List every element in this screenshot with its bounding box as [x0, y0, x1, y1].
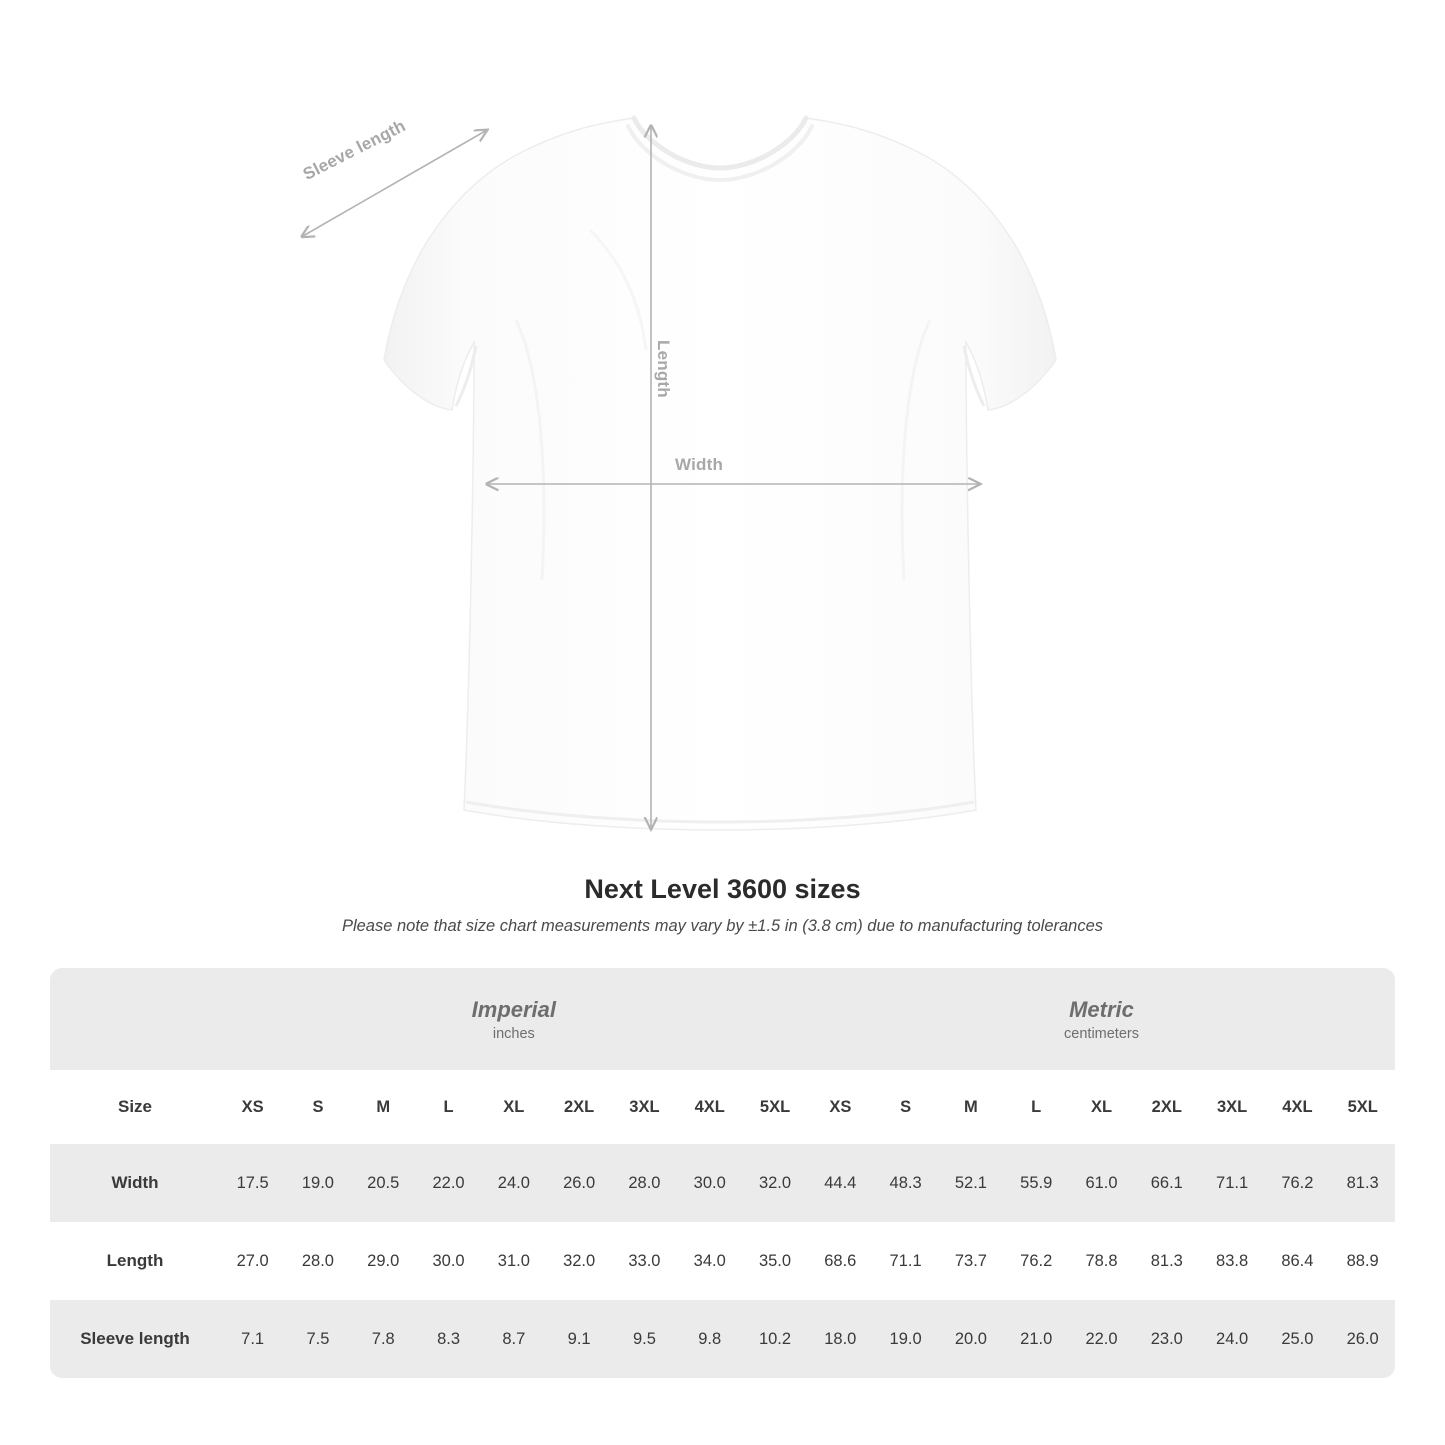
cell-sleeve-metric-xl: 22.0 — [1085, 1329, 1118, 1348]
unit-group-imperial-name: Imperial — [471, 996, 557, 1022]
table-row — [50, 1222, 1395, 1300]
cell-width-imperial-xs: 17.5 — [236, 1173, 269, 1192]
cell-length-imperial-4xl: 34.0 — [693, 1251, 726, 1270]
cell-width-imperial-l: 22.0 — [432, 1173, 465, 1192]
cell-width-metric-3xl: 71.1 — [1216, 1173, 1249, 1192]
cell-width-imperial-s: 19.0 — [301, 1173, 334, 1192]
title-block — [0, 874, 1445, 936]
cell-sleeve-metric-2xl: 23.0 — [1150, 1329, 1183, 1348]
unit-group-metric — [808, 968, 1395, 1070]
row-label-length: Length — [106, 1251, 164, 1270]
cell-length-imperial-2xl: 32.0 — [563, 1251, 596, 1270]
row-label-width: Width — [111, 1173, 159, 1192]
cell-sleeve-imperial-5xl: 10.2 — [758, 1329, 792, 1348]
cell-width-imperial-2xl: 26.0 — [563, 1173, 596, 1192]
size-table-wrapper — [50, 968, 1395, 1378]
page-title: Next Level 3600 sizes — [584, 874, 861, 904]
cell-width-metric-4xl: 76.2 — [1281, 1173, 1314, 1192]
cell-length-imperial-l: 30.0 — [432, 1251, 465, 1270]
cell-sleeve-imperial-s: 7.5 — [306, 1329, 330, 1348]
cell-sleeve-metric-m: 20.0 — [954, 1329, 987, 1348]
size-imperial-5xl: 5XL — [759, 1097, 791, 1116]
sleeve-length-label: Sleeve length — [300, 116, 409, 184]
cell-sleeve-imperial-4xl: 9.8 — [698, 1329, 722, 1348]
size-imperial-2xl: 2XL — [564, 1097, 595, 1116]
cell-sleeve-metric-5xl: 26.0 — [1346, 1329, 1379, 1348]
cell-length-metric-2xl: 81.3 — [1150, 1251, 1183, 1270]
size-metric-l: L — [1031, 1097, 1042, 1116]
size-metric-5xl: 5XL — [1347, 1097, 1378, 1116]
cell-length-imperial-5xl: 35.0 — [758, 1251, 792, 1270]
cell-width-imperial-4xl: 30.0 — [693, 1173, 726, 1192]
size-imperial-m: M — [376, 1097, 391, 1116]
cell-sleeve-metric-4xl: 25.0 — [1281, 1329, 1314, 1348]
row-label-sleeve-length: Sleeve length — [80, 1329, 190, 1348]
cell-width-metric-s: 48.3 — [889, 1173, 922, 1192]
cell-length-metric-xs: 68.6 — [824, 1251, 857, 1270]
cell-length-metric-l: 76.2 — [1020, 1251, 1053, 1270]
size-imperial-3xl: 3XL — [629, 1097, 660, 1116]
cell-sleeve-imperial-l: 8.3 — [437, 1329, 460, 1348]
cell-width-metric-m: 52.1 — [954, 1173, 987, 1192]
cell-length-metric-m: 73.7 — [954, 1251, 987, 1270]
cell-sleeve-imperial-xl: 8.7 — [502, 1329, 526, 1348]
cell-length-metric-xl: 78.8 — [1085, 1251, 1118, 1270]
cell-sleeve-imperial-m: 7.8 — [371, 1329, 395, 1348]
size-imperial-l: L — [443, 1097, 454, 1116]
cell-length-imperial-s: 28.0 — [301, 1251, 334, 1270]
cell-width-metric-xl: 61.0 — [1085, 1173, 1118, 1192]
size-metric-3xl: 3XL — [1216, 1097, 1248, 1116]
tolerance-note: Please note that size chart measurements may vary by ±1.5 in (3.8 cm) due to manufacturing tolerances — [341, 917, 1104, 935]
size-imperial-4xl: 4XL — [694, 1097, 725, 1116]
cell-width-imperial-3xl: 28.0 — [628, 1173, 661, 1192]
table-row — [50, 1144, 1395, 1222]
cell-width-metric-5xl: 81.3 — [1346, 1173, 1379, 1192]
size-metric-xs: XS — [829, 1097, 852, 1116]
size-metric-m: M — [964, 1097, 978, 1116]
cell-length-imperial-3xl: 33.0 — [628, 1251, 661, 1270]
size-imperial-s: S — [312, 1097, 324, 1116]
cell-length-metric-s: 71.1 — [889, 1251, 922, 1270]
size-metric-xl: XL — [1090, 1097, 1113, 1116]
unit-group-imperial — [220, 968, 808, 1070]
table-row — [50, 1300, 1395, 1378]
unit-header-spacer — [50, 968, 220, 1070]
size-metric-4xl: 4XL — [1282, 1097, 1313, 1116]
unit-group-metric-sub: centimeters — [1064, 1026, 1139, 1043]
cell-sleeve-metric-l: 21.0 — [1020, 1329, 1053, 1348]
size-row-label: Size — [117, 1097, 153, 1116]
cell-sleeve-imperial-2xl: 9.1 — [567, 1329, 591, 1348]
cell-sleeve-imperial-xs: 7.1 — [241, 1329, 265, 1348]
cell-length-metric-3xl: 83.8 — [1216, 1251, 1249, 1270]
length-label: Length — [654, 340, 673, 398]
size-metric-s: S — [900, 1097, 912, 1116]
cell-width-imperial-xl: 24.0 — [497, 1173, 530, 1192]
unit-header-row — [50, 968, 1395, 1070]
cell-length-metric-5xl: 88.9 — [1346, 1251, 1379, 1270]
size-header-row — [50, 1070, 1395, 1144]
cell-length-imperial-xl: 31.0 — [497, 1251, 530, 1270]
cell-width-metric-2xl: 66.1 — [1150, 1173, 1183, 1192]
cell-width-imperial-5xl: 32.0 — [758, 1173, 792, 1192]
size-table — [50, 968, 1395, 1378]
cell-length-metric-4xl: 86.4 — [1281, 1251, 1314, 1270]
cell-sleeve-imperial-3xl: 9.5 — [632, 1329, 656, 1348]
unit-group-metric-name: Metric — [1069, 996, 1134, 1022]
cell-width-metric-xs: 44.4 — [824, 1173, 857, 1192]
width-label: Width — [675, 455, 724, 474]
size-metric-2xl: 2XL — [1151, 1097, 1182, 1116]
cell-sleeve-metric-3xl: 24.0 — [1216, 1329, 1249, 1348]
cell-sleeve-metric-s: 19.0 — [889, 1329, 922, 1348]
cell-length-imperial-m: 29.0 — [367, 1251, 400, 1270]
cell-sleeve-metric-xs: 18.0 — [824, 1329, 857, 1348]
size-imperial-xl: XL — [503, 1097, 525, 1116]
cell-width-metric-l: 55.9 — [1020, 1173, 1053, 1192]
unit-group-imperial-sub: inches — [492, 1026, 535, 1043]
cell-width-imperial-m: 20.5 — [367, 1173, 400, 1192]
cell-length-imperial-xs: 27.0 — [236, 1251, 269, 1270]
size-imperial-xs: XS — [241, 1097, 264, 1116]
